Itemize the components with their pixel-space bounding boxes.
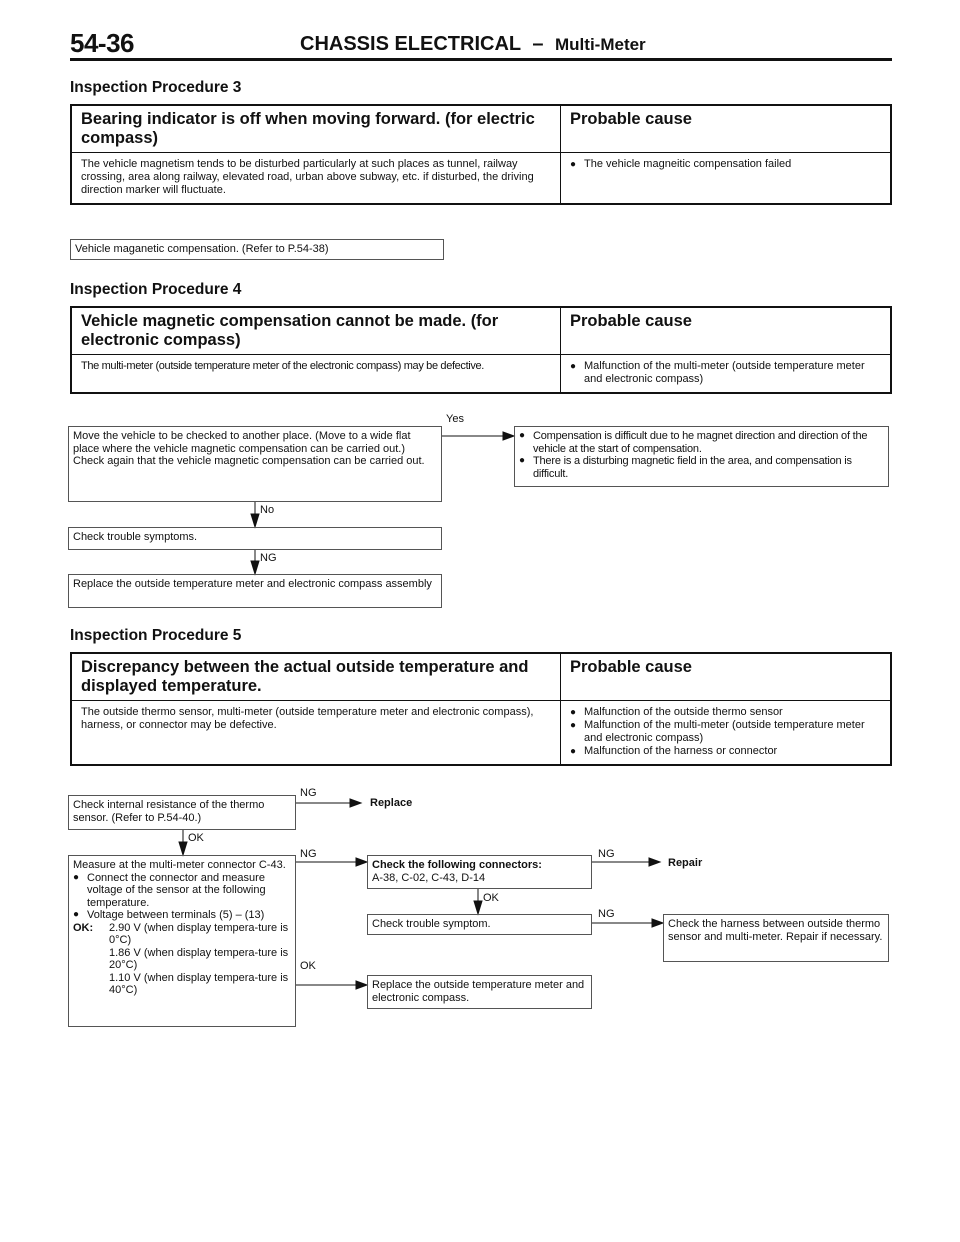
ip4-ng-label: NG (260, 552, 277, 564)
ip5-step-measure-connector (68, 855, 296, 1027)
ip5-ok3-label: OK (483, 892, 499, 904)
ip4-yes-label: Yes (446, 413, 464, 425)
ip5-step-check-harness: Check the harness between outside thermo sensor and multi-meter. Repair if necessary. (663, 914, 889, 962)
ip3-heading: Inspection Procedure 3 (70, 79, 242, 96)
ip4-causes (561, 355, 892, 394)
ip5-ok-value: 2.90 V (when display tempera-ture is 0°C) (109, 921, 289, 946)
section-subtitle: Multi-Meter (555, 35, 646, 54)
ip5-ng1-label: NG (300, 787, 317, 799)
ip4-symptom: Vehicle magnetic compensation cannot be made. (for electronic compass) (71, 307, 561, 355)
ip5-connectors-title: Check the following connectors: (372, 859, 542, 871)
ip5-step-check-connectors (367, 855, 592, 889)
ip5-step-check-symptom: Check trouble symptom. (367, 914, 592, 935)
ip5-measure-title: Measure at the multi-meter connector C-43. (73, 859, 286, 871)
ip5-cause-item: ● Malfunction of the harness or connector (570, 745, 778, 757)
ip4-description: The multi-meter (outside temperature meter of the electronic compass) may be defective. (71, 355, 561, 394)
ip5-step-thermo-resistance: Check internal resistance of the thermo sensor. (Refer to P.54-40.) (68, 795, 296, 830)
ip5-repair-result: Repair (668, 857, 703, 869)
ip5-replace-result: Replace (370, 797, 413, 809)
ip5-ok3-arrowhead (474, 901, 482, 914)
ip4-heading: Inspection Procedure 4 (70, 281, 242, 298)
ip4-step-replace-meter: Replace the outside temperature meter and electronic compass assembly (68, 574, 442, 608)
ip5-causes (561, 701, 892, 766)
ip5-measure-item: ● Connect the connector and measure voltage of the sensor at the following temperature. (73, 871, 266, 909)
ip4-step-check-symptoms: Check trouble symptoms. (68, 527, 442, 550)
page-number: 54-36 (70, 28, 134, 58)
ip5-measure-item: ● Voltage between terminals (5) – (13) (73, 909, 265, 921)
ip5-ok-key: OK: (73, 921, 94, 934)
ip4-step-move-vehicle: Move the vehicle to be checked to another place. (Move to a wide flat place where the vehicle magnetic compensation can be carried out.) Check again that the vehicle magnetic compensation can be carried out. (68, 426, 442, 502)
ip5-ng2-arrowhead (356, 858, 367, 866)
ip3-table (70, 104, 892, 205)
ip5-ok-spec (73, 922, 291, 997)
ip5-connectors-list: A-38, C-02, C-43, D-14 (372, 871, 486, 884)
ip4-cause-item: ● Malfunction of the multi-meter (outside temperature meter and electronic compass) (570, 360, 865, 385)
ip5-cause-item: ● Malfunction of the outside thermo sensor (570, 706, 783, 718)
ip4-no-label: No (260, 504, 275, 516)
ip5-ok2-label: OK (300, 960, 316, 972)
ip5-ok1-label: OK (188, 832, 204, 844)
ip5-table (70, 652, 892, 766)
ip5-ng1-arrowhead (350, 799, 361, 807)
ip5-description: The outside thermo sensor, multi-meter (outside temperature meter and electronic compass), harness, or connector may be defective. (71, 701, 561, 766)
ip5-ng3-arrowhead (649, 858, 660, 866)
section-title: CHASSIS ELECTRICAL (300, 33, 521, 55)
ip5-ng4-label: NG (598, 908, 615, 920)
ip5-ok-value: 1.86 V (when display tempera-ture is 20°C) (109, 946, 289, 971)
ip3-symptom: Bearing indicator is off when moving forward. (for electric compass) (71, 105, 561, 153)
ip5-step-replace-meter: Replace the outside temperature meter and electronic compass. (367, 975, 592, 1009)
ip4-no-arrowhead (251, 514, 259, 527)
ip3-step-compensation: Vehicle maganetic compensation. (Refer to P.54-38) (70, 239, 444, 260)
ip3-cause-header: Probable cause (561, 105, 892, 153)
ip3-causes (561, 153, 892, 205)
ip3-description: The vehicle magnetism tends to be disturbed particularly at such places as tunnel, railway crossing, area along railway, elevated road, urban above subway, etc. if disturbed, the driving direction marker will fluctuate. (71, 153, 561, 205)
title-dash: – (532, 33, 544, 55)
ip5-heading: Inspection Procedure 5 (70, 627, 242, 644)
ip4-yes-result-item: ● There is a disturbing magnetic field in the area, and compensation is difficult. (519, 455, 852, 480)
ip3-cause-item: ● The vehicle magneitic compensation failed (570, 158, 792, 170)
ip5-cause-header: Probable cause (561, 653, 892, 701)
ip5-cause-item: ● Malfunction of the multi-meter (outside temperature meter and electronic compass) (570, 719, 865, 744)
ip4-table (70, 306, 892, 394)
ip4-yes-results (514, 426, 889, 487)
ip4-ng-arrowhead (251, 561, 259, 574)
ip5-symptom: Discrepancy between the actual outside temperature and displayed temperature. (71, 653, 561, 701)
ip5-ng3-label: NG (598, 848, 615, 860)
ip5-ok-value: 1.10 V (when display tempera-ture is 40°C) (109, 971, 289, 996)
ip5-ok1-arrowhead (179, 842, 187, 855)
ip5-ng4-arrowhead (652, 919, 663, 927)
ip4-yes-arrowhead (503, 432, 514, 440)
ip5-ng2-label: NG (300, 848, 317, 860)
ip4-yes-result-item: ● Compensation is difficult due to he magnet direction and direction of the vehicle at the start of compensation. (519, 430, 868, 455)
ip5-ok2-arrowhead (356, 981, 367, 989)
ip4-cause-header: Probable cause (561, 307, 892, 355)
